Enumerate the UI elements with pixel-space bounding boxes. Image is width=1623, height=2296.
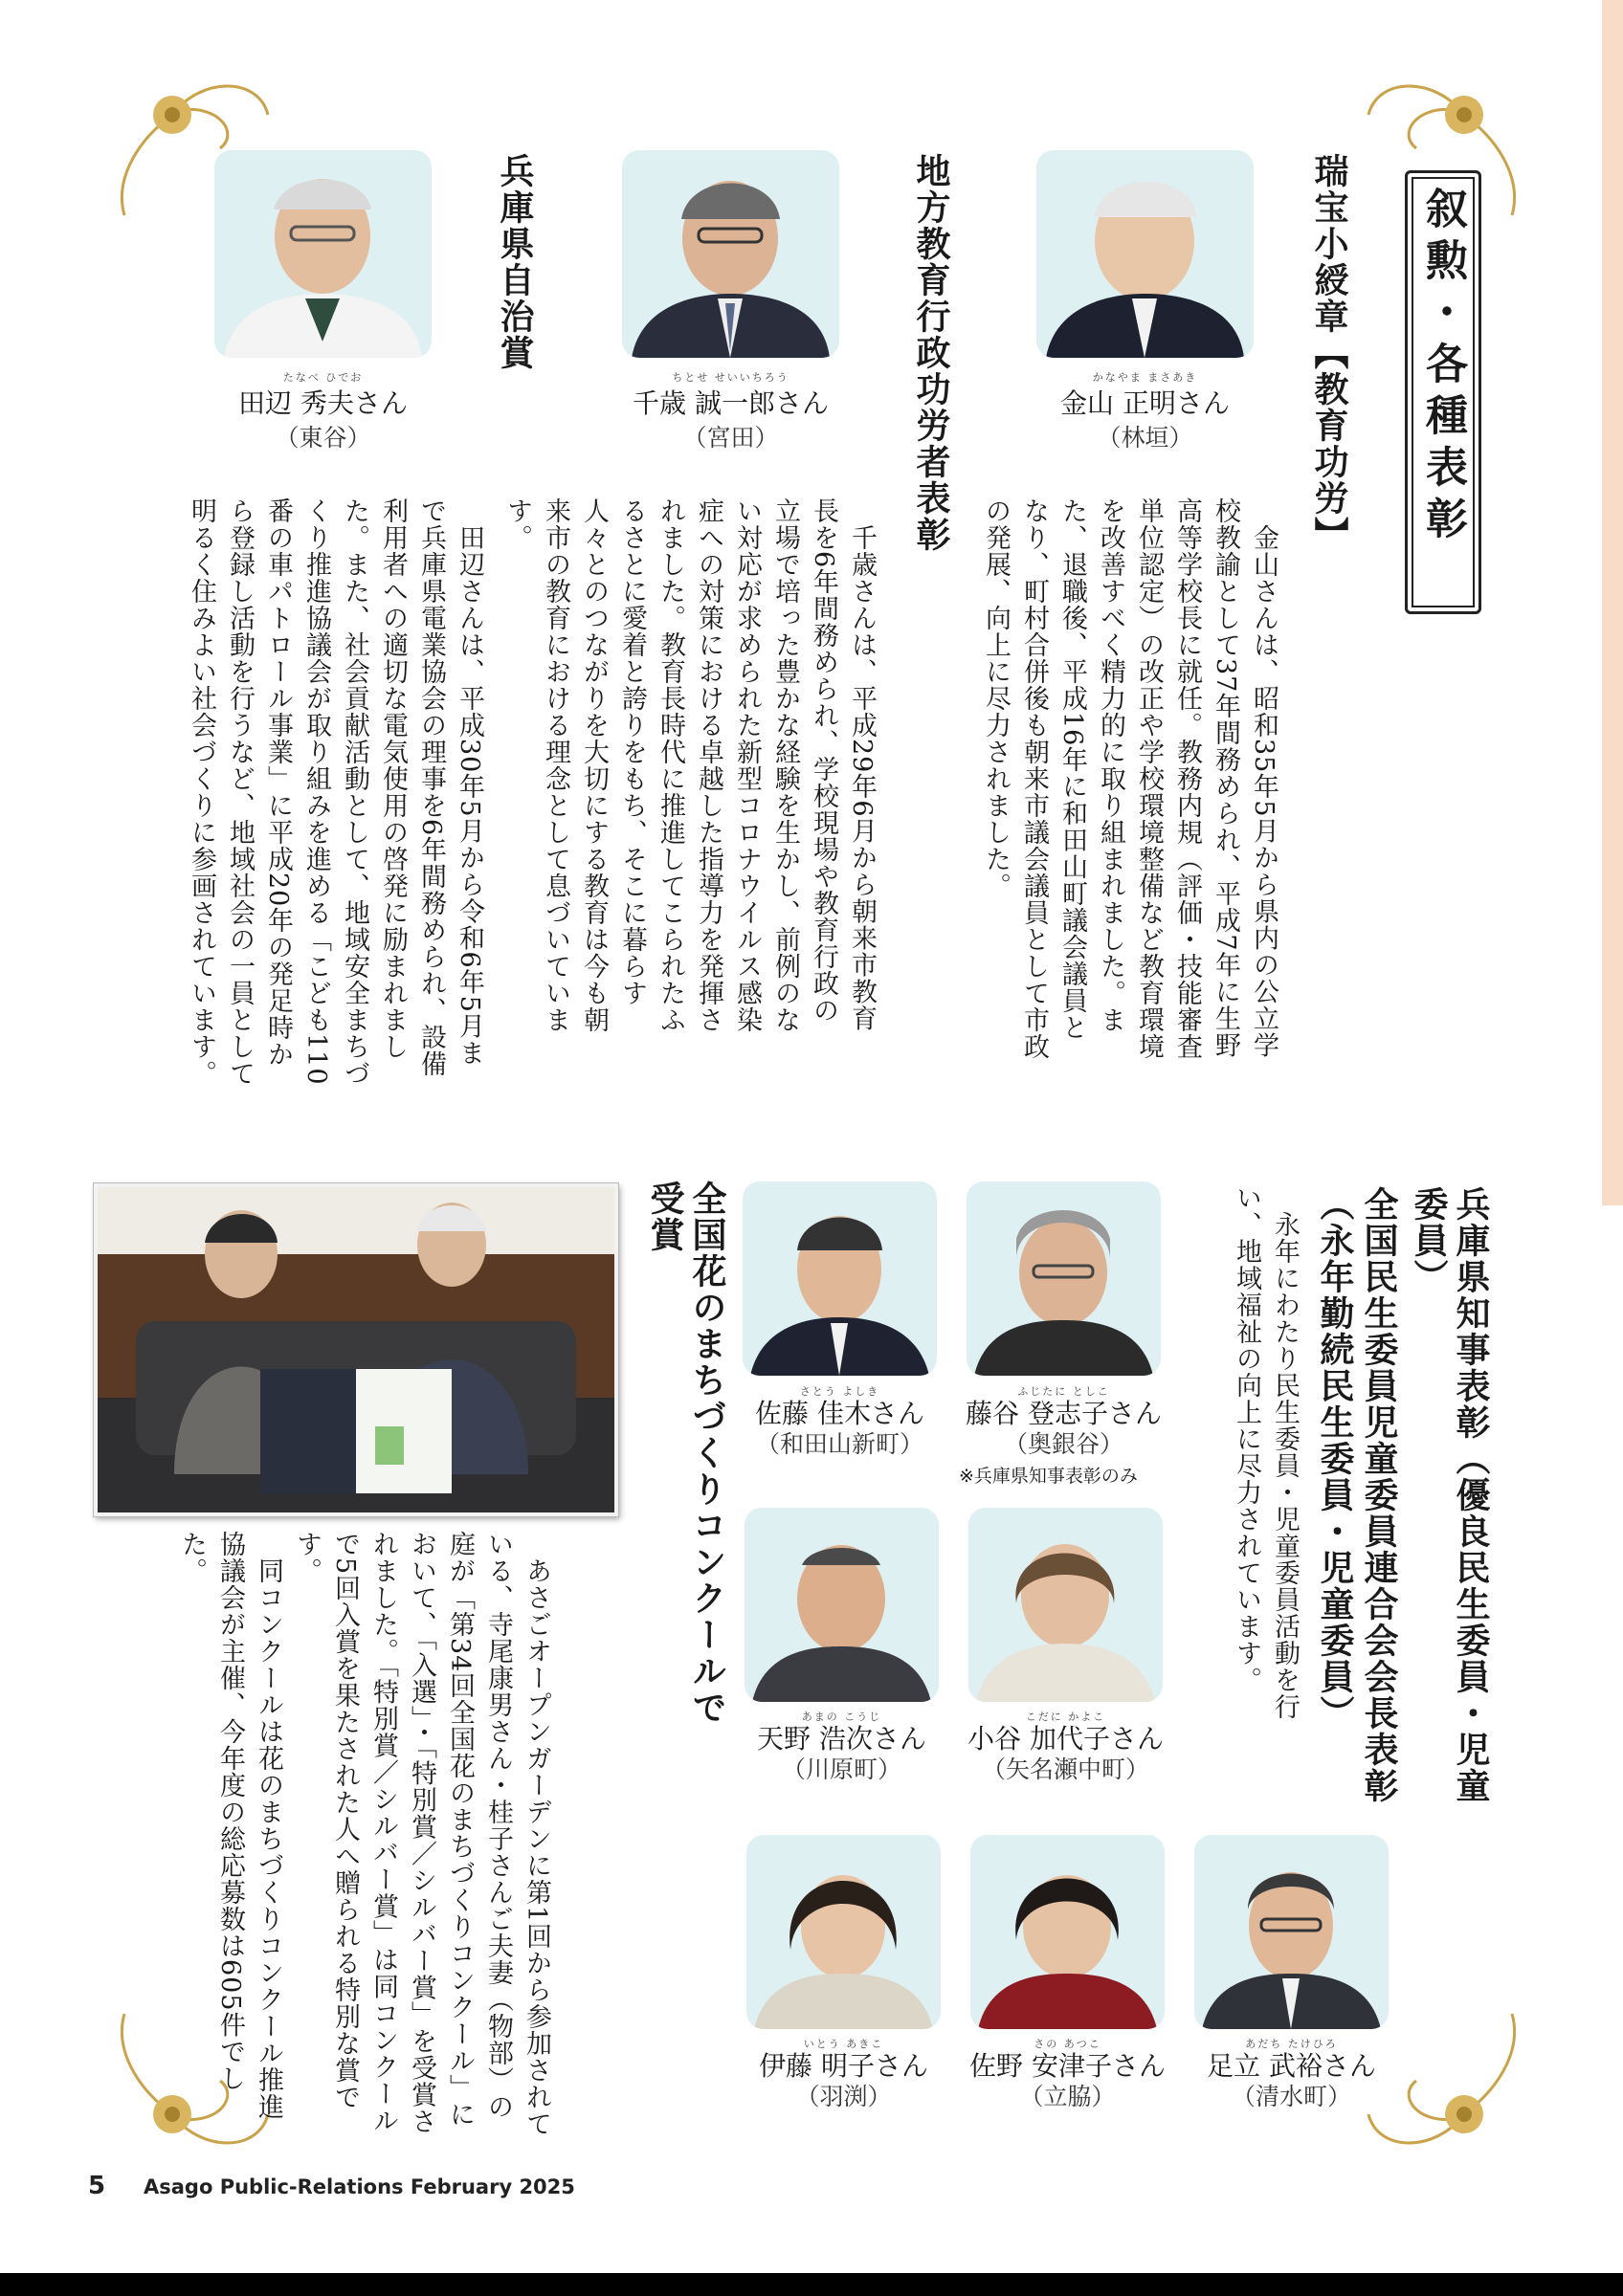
page-title-text: 叙勲・各種表彰	[1418, 187, 1467, 548]
portrait-photo	[745, 1508, 939, 1702]
person-name: 田辺 秀夫さん	[238, 387, 408, 419]
section-body: 金山さんは、昭和35年5月から県内の公立学校教諭として37年間務められ、平成7年に生野高等学校長に就任。教務内規（評価・技能審査単位認定）の改正や学校環境整備など教育環境を改善すべく精力的に取り組まれました。また、退職後、平成16年に和田山町議会議員となり、町村合併後も朝来市議会議員として市政の発展、向上に尽力されました。	[981, 497, 1278, 1060]
person-ruby: あだち たけひろ	[1245, 2038, 1338, 2050]
person-ruby: いとう あきこ	[803, 2038, 884, 2050]
person-name: 足立 武裕さん	[1207, 2050, 1376, 2082]
portrait-photo	[746, 1835, 941, 2029]
section-body: あさごオープンガーデンに第1回から参加されている、寺尾康男さん・桂子さんご夫妻（物部）の庭が「第34回全国花のまちづくりコンクール」において、「入選」・「特別賞／シルバー賞」を受賞されました。「特別賞／シルバー賞」は同コンクールで5回入賞を果たされた人へ贈られる特別な賞です。 同コンクールは花のまちづくりコンクール推進協議会が主催、今年度の総応募数は605件でした。	[177, 1531, 551, 2138]
person-ruby: あまの こうじ	[801, 1711, 882, 1723]
portrait-photo	[967, 1181, 1161, 1376]
person-place: （清水町）	[1231, 2083, 1351, 2110]
person-ruby: かなやま まさあき	[1092, 371, 1198, 384]
section-heading: 地方教育行政功労者表彰	[911, 153, 950, 553]
person-place: （矢名瀬中町）	[981, 1755, 1149, 1783]
section-heading: 全国花のまちづくりコンクールで受賞	[645, 1181, 726, 1726]
portrait-photo	[214, 150, 432, 358]
publication-name: Asago Public-Relations February 2025	[144, 2175, 575, 2198]
portrait-photo	[1194, 1835, 1389, 2029]
portrait-photo	[622, 150, 839, 358]
person-name: 伊藤 明子さん	[759, 2050, 928, 2082]
award-photo	[94, 1183, 618, 1516]
section-body: 千歳さんは、平成29年6月から朝来市教育長を6年間務められ、学校現場や教育行政の立場で培った豊かな経験を生かし、前例のない対応が求められた新型コロナウイルス感染症への対策における卓越した指導力を発揮されました。教育長時代に推進してこられたふるさとに愛着と誇りをもち、そこに暮らす人々とのつながりを大切にする教育は今も朝来市の教育における理念として息づいています。	[502, 497, 877, 1033]
person-place: （和田山新町）	[755, 1430, 923, 1458]
person-place: （奥銀谷）	[1003, 1430, 1123, 1458]
portrait-photo	[968, 1508, 1163, 1702]
person-place: （羽渕）	[795, 2083, 892, 2110]
person-ruby: たなべ ひでお	[282, 371, 364, 384]
person-place: （宮田）	[682, 424, 779, 452]
person-name: 佐野 安津子さん	[969, 2050, 1166, 2082]
portrait-photo	[970, 1835, 1165, 2029]
person-place: （林垣）	[1097, 424, 1193, 452]
section-heading: 兵庫県知事表彰（優良民生委員・児童委員）	[1409, 1186, 1490, 1804]
section-body: 永年にわたり民生委員・児童委員活動を行い、地域福祉の向上に尽力されています。	[1232, 1184, 1300, 1720]
portrait-photo	[743, 1181, 937, 1376]
person-ruby: さの あつこ	[1034, 2038, 1101, 2050]
section-heading: 瑞宝小綬章【教育功労】	[1309, 153, 1348, 553]
section-heading: 兵庫県自治賞	[495, 153, 534, 371]
person-place: （東谷）	[275, 424, 371, 452]
person-ruby: さとう よしき	[799, 1385, 880, 1398]
person-name: 佐藤 佳木さん	[755, 1398, 924, 1429]
person-ruby: ちとせ せいいちろう	[672, 371, 789, 384]
section-body: 田辺さんは、平成30年5月から令和6年5月まで兵庫県電業協会の理事を6年間務められ、設備利用者への適切な電気使用の啓発に励まれました。また、社会貢献活動として、地域安全まちづくり推進協議会が取り組みを進める「こども110番の車パトロール事業」に平成20年の発足時から登録し活動を行うなど、地域社会の一員として明るく住みよい社会づくりに参画されています。	[187, 497, 484, 1087]
person-place: （川原町）	[781, 1755, 901, 1783]
person-name: 千歳 誠一郎さん	[633, 387, 829, 419]
person-ruby: こだに かよこ	[1025, 1711, 1106, 1723]
person-name: 藤谷 登志子さん	[966, 1398, 1162, 1429]
section-heading: （永年勤続民生委員・児童委員）	[1315, 1186, 1354, 1732]
bottom-band	[0, 2273, 1623, 2296]
person-name: 小谷 加代子さん	[967, 1723, 1164, 1755]
footnote: ※兵庫県知事表彰のみ	[959, 1466, 1138, 1487]
section-heading: 全国民生委員児童委員連合会会長表彰	[1359, 1186, 1398, 1804]
person-name: 天野 浩次さん	[757, 1723, 926, 1755]
person-ruby: ふじたに としこ	[1017, 1385, 1110, 1398]
accent-band	[1602, 0, 1623, 1205]
person-place: （立脇）	[1019, 2083, 1116, 2110]
person-name: 金山 正明さん	[1060, 387, 1230, 419]
portrait-photo	[1036, 150, 1254, 358]
page-title	[1405, 170, 1481, 614]
page-number: 5	[88, 2172, 106, 2200]
